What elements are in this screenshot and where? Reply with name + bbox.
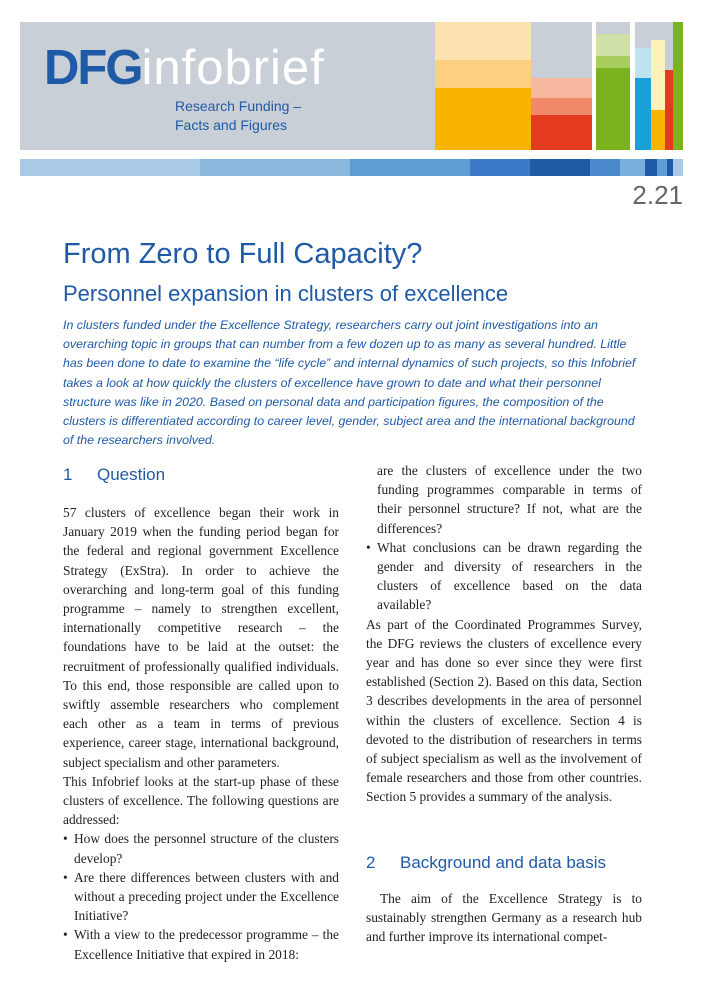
section-2-title: Background and data basis <box>400 852 607 872</box>
list-item: • How does the personnel structure of the clusters develop? <box>63 829 339 867</box>
section-1-number: 1 <box>63 465 73 484</box>
page-title: From Zero to Full Capacity? <box>63 238 423 270</box>
list-item: • Are there differences between clusters with and without a preceding project under the Excellence Initiative? <box>63 868 339 926</box>
series-subtitle-line-1: Research Funding – <box>175 98 302 114</box>
column-right-content <box>366 461 642 946</box>
infobrief-logo-text: infobrief <box>141 41 325 95</box>
section-2-paragraph-1: The aim of the Excellence Strategy is to sustainably strengthen Germany as a research hub and further improve its international compet- <box>366 890 642 945</box>
questions-list <box>63 829 339 963</box>
section-1-paragraph-3: As part of the Coordinated Programmes Survey, the DFG reviews the clusters of excellence every year and has done so ever since they were first established (Section 2). Based on this data, Section 3 describes developments in the area of personnel within the clusters of excellence. Section 4 is devoted to the distribution of researchers in terms of subject specialism as well as the involvement of female researchers and those from other countries. Section 5 provides a summary of the analysis. <box>366 616 642 805</box>
dfg-logo-text: DFG <box>44 41 142 95</box>
decorative-color-bars <box>435 22 683 150</box>
series-subtitle-line-2: Facts and Figures <box>175 117 288 133</box>
section-2-heading <box>366 851 642 875</box>
section-1-title: Question <box>97 465 166 484</box>
column-left <box>63 460 339 964</box>
list-item: • With a view to the predecessor programme – the Excellence Initiative that expired in 2018: <box>63 925 339 963</box>
page-subtitle: Personnel expansion in clusters of excellence <box>63 281 509 306</box>
series-subtitle <box>175 97 301 135</box>
section-1-bullet-3-continued: are the clusters of excellence under the two funding programmes comparable in terms of their personnel structure? If not, what are the differences? <box>377 463 642 536</box>
issue-number: 2.21 <box>632 180 683 210</box>
list-item: • What conclusions can be drawn regarding the gender and diversity of researchers in the clusters of excellence based on the data available? <box>366 538 642 615</box>
dfg-infobrief-logo <box>44 41 325 95</box>
masthead <box>20 22 683 150</box>
section-2-number: 2 <box>366 852 376 872</box>
section-1-heading <box>63 463 339 487</box>
decorative-stripe <box>20 159 683 176</box>
section-1-paragraph-2: This Infobrief looks at the start-up phase of these clusters of excellence. The following questions are addressed: <box>63 773 339 828</box>
abstract: In clusters funded under the Excellence Strategy, researchers carry out joint investigations into an overarching topic in groups that can number from a few dozen up to as many as several hundred. Little has been done to date to examine the “life cycle” and internal dynamics of such projects, so this Infobrief takes a look at how quickly the clusters of excellence have grown to date and what their personnel structure was like in 2020. Based on personal data and participation figures, the composition of the clusters is differentiated according to career level, gender, subject area and the international background of the researchers involved. <box>63 318 636 448</box>
questions-list-continued <box>366 538 642 615</box>
section-1-paragraph-1: 57 clusters of excellence began their work in January 2019 when the funding period began for the federal and regional government Excellence Strategy (ExStra). In order to achieve the overarching and long-term goal of this funding programme – namely to strengthen excellent, internationally competitive research – the foundations have to be laid at the outset: the recruitment of professionally qualified individuals. To this end, those responsible are called upon to swiftly assemble researchers who complement each other as a team in terms of previous experience, career stage, international background, subject specialism and other parameters. <box>63 505 339 770</box>
